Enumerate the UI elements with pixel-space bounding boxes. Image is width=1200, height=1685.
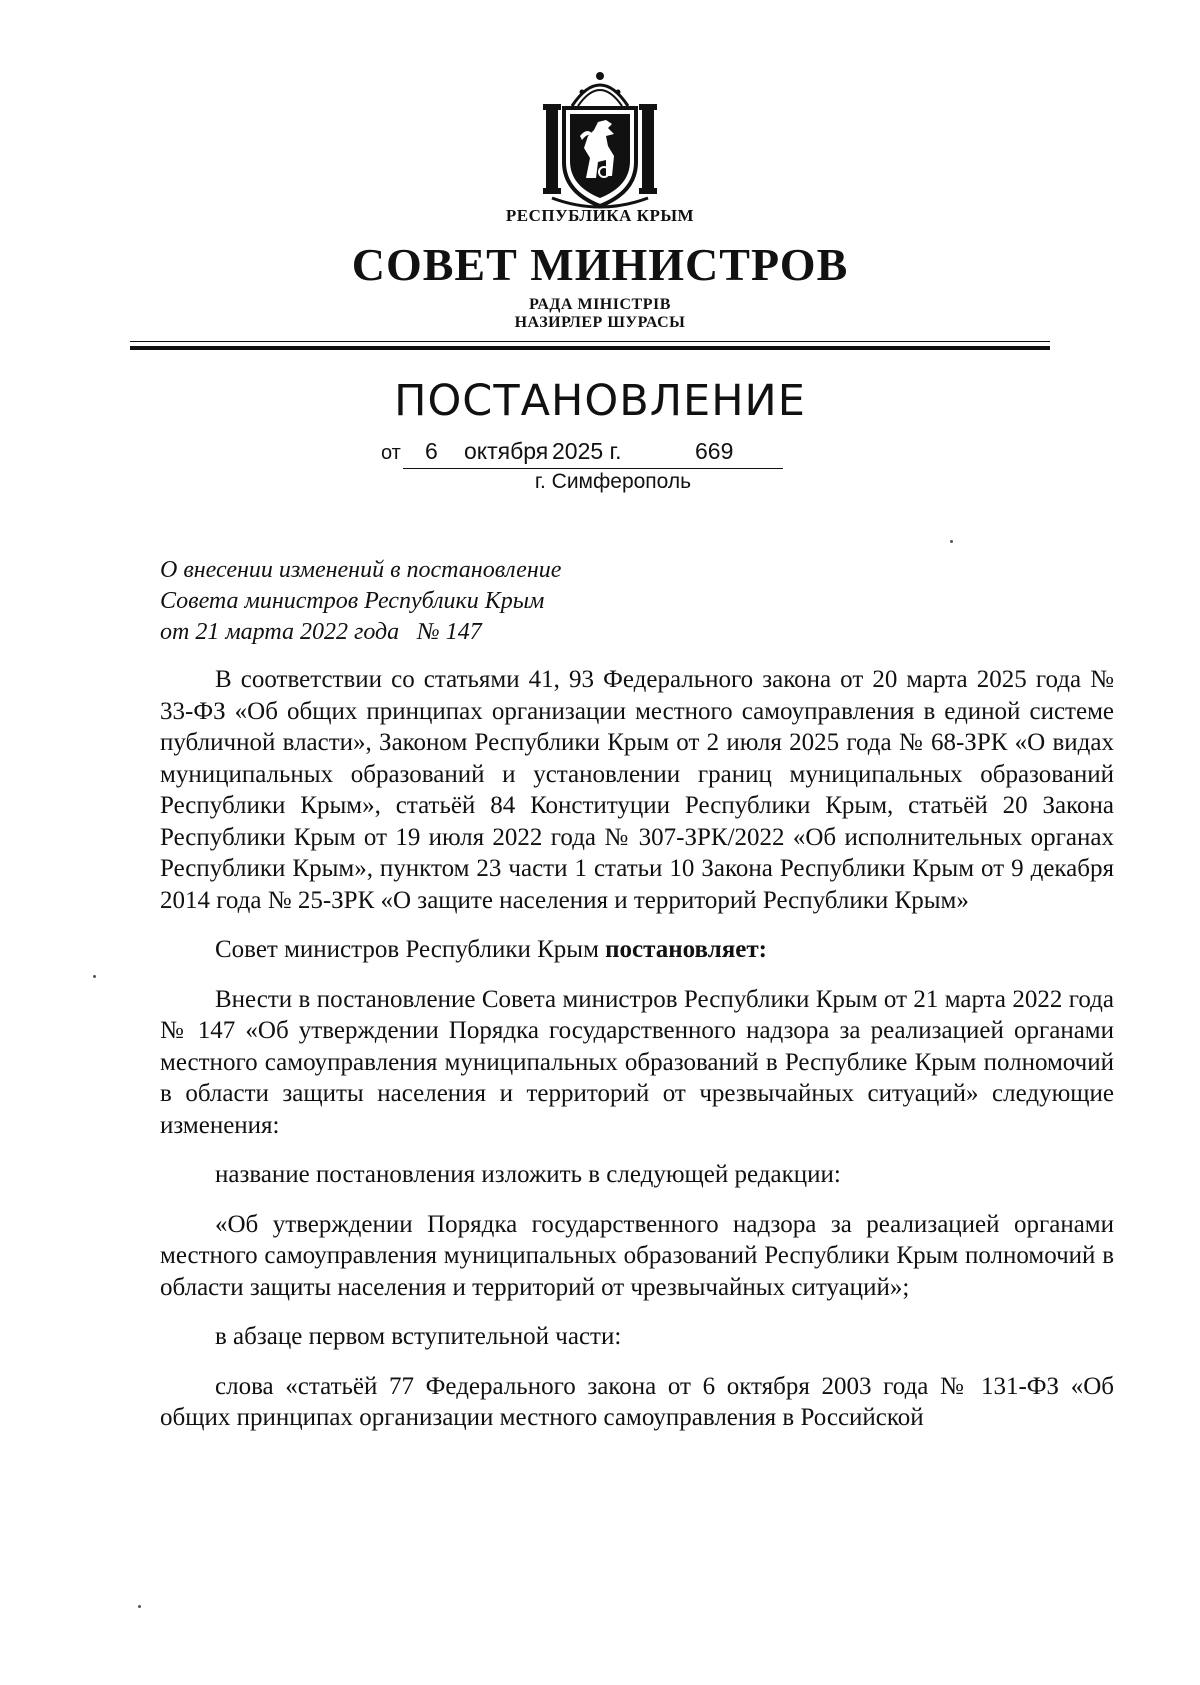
document-type-title: ПОСТАНОВЛЕНИЕ	[394, 376, 806, 426]
header-divider-thick	[130, 346, 1050, 350]
subject-line: Совета министров Республики Крым	[160, 588, 545, 614]
republic-name: РЕСПУБЛИКА КРЫМ	[505, 206, 695, 225]
body-paragraph-resolves	[160, 934, 1114, 966]
body-paragraph: название постановления изложить в следующей редакции:	[215, 1161, 841, 1188]
header-divider-thin	[130, 341, 1050, 342]
document-subject	[160, 555, 760, 648]
body-paragraph: слова «статьёй 77 Федерального закона от 6 октября 2003 года № 131-ФЗ «Об общих принципах организации местного самоуправления в Российской	[160, 1372, 1114, 1431]
date-month: октября	[464, 438, 549, 464]
resolves-keyword: постановляет:	[605, 936, 767, 963]
council-name-crimean-tatar: НАЗИРЛЕР ШУРАСЫ	[514, 314, 686, 331]
date-day: 6	[425, 438, 438, 464]
date-line	[381, 438, 801, 468]
document-number: 669	[695, 438, 734, 464]
scan-speck	[93, 975, 96, 978]
body-paragraph: «Об утверждении Порядка государственного надзора за реализацией органами местного самоуправления муниципальных образований Республики Крым полномочий в области защиты населения и территорий от чрезвычайных ситуаций»;	[160, 1210, 1114, 1301]
scan-speck	[950, 540, 953, 543]
crimea-coat-of-arms-icon	[542, 66, 658, 210]
date-underline	[403, 468, 783, 469]
body-paragraph: в абзаце первом вступительной части:	[215, 1323, 622, 1350]
date-year: 2025 г.	[552, 438, 622, 464]
council-name: СОВЕТ МИНИСТРОВ	[351, 239, 849, 290]
document-body	[160, 664, 1114, 1434]
issue-city: г. Симферополь	[534, 470, 692, 493]
council-name-ukrainian: РАДА МІНІСТРІВ	[529, 296, 671, 313]
resolves-lead: Совет министров Республики Крым	[215, 936, 606, 963]
date-prefix: от	[381, 442, 401, 464]
subject-line: от 21 марта 2022 года № 147	[160, 619, 482, 645]
body-paragraph: В соответствии со статьями 41, 93 Федерального закона от 20 марта 2025 года № 33-ФЗ «Об общих принципах организации местного самоуправления в единой системе публичной власти», Законом Республики Крым от 2 июля 2025 года № 68-ЗРК «О видах муниципальных образований и установлении границ муниципальных образований Республики Крым», статьёй 84 Конституции Республики Крым, статьёй 20 Закона Республики Крым от 19 июля 2022 года № 307-ЗРК/2022 «Об исполнительных органах Республики Крым», пунктом 23 части 1 статьи 10 Закона Республики Крым от 9 декабря 2014 года № 25-ЗРК «О защите населения и территорий Республики Крым»	[160, 666, 1114, 914]
body-paragraph: Внести в постановление Совета министров Республики Крым от 21 марта 2022 года № 147 «Об утверждении Порядка государственного надзора за реализацией органами местного самоуправления муниципальных образований в Республике Крым полномочий в области защиты населения и территорий от чрезвычайных ситуаций» следующие изменения:	[160, 985, 1114, 1139]
subject-line: О внесении изменений в постановление	[160, 557, 562, 583]
scan-speck	[138, 1605, 141, 1608]
